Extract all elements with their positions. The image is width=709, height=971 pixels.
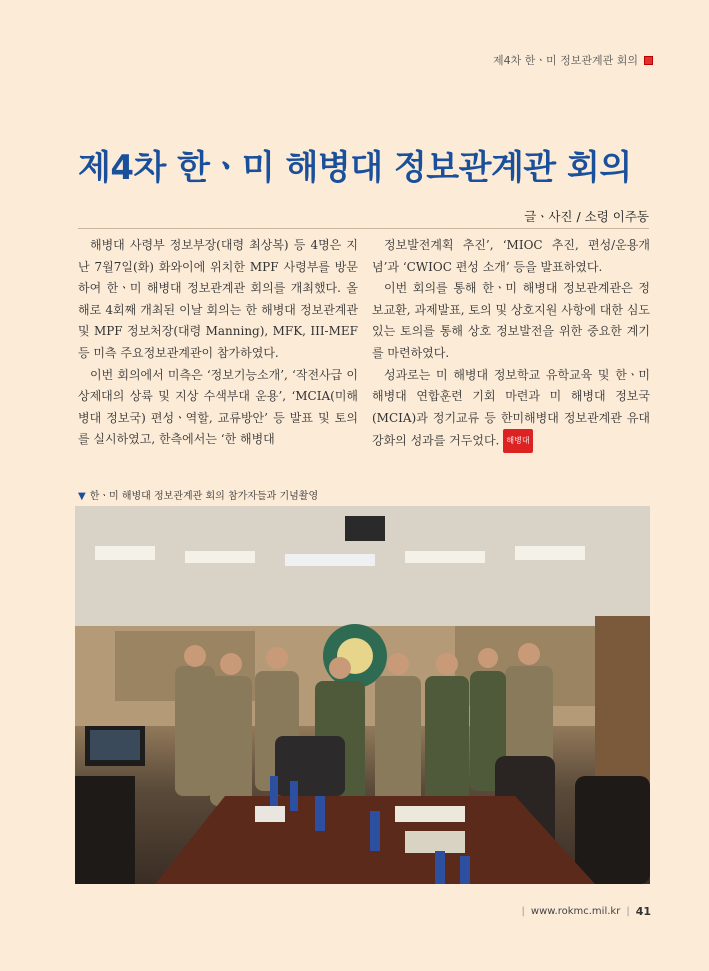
body-paragraph: 이번 회의를 통해 한ㆍ미 해병대 정보관계관은 정보교환, 과제발표, 토의 및 상호지원 사항에 대한 심도 있는 토의를 통해 상호 정보발전을 위한 중요한 계기를 마련하였다. — [372, 281, 650, 360]
triangle-down-icon: ▼ — [78, 491, 86, 502]
footer-url[interactable]: www.rokmc.mil.kr — [530, 906, 621, 917]
photo-caption-text: 한ㆍ미 해병대 정보관계관 회의 참가자들과 기념촬영 — [89, 491, 319, 502]
body-column-left — [78, 235, 358, 451]
end-mark-badge: 해병대 — [503, 429, 532, 453]
red-square-marker-icon — [644, 56, 653, 65]
page-number: 41 — [635, 905, 651, 918]
photo-caption — [78, 487, 318, 502]
body-paragraph-last — [372, 365, 650, 453]
group-photo-illustration — [75, 506, 650, 884]
page-footer — [522, 905, 651, 918]
body-paragraph-text: 성과로는 미 해병대 정보학교 유학교육 및 한ㆍ미 해병대 연합훈련 기회 마련과 미 해병대 정보국(MCIA)과 정기교류 등 한미해병대 정보관계관 유대 강화의 성과를 거두었다. — [372, 367, 650, 448]
running-header-title: 제4차 한ㆍ미 정보관계관 회의 — [493, 54, 638, 67]
body-paragraph: 이번 회의에서 미측은 ‘정보기능소개’, ‘작전사급 이상제대의 상륙 및 지상 수색부대 운용’, ‘MCIA(미해병대 정보국) 편성ㆍ역할, 교류방안’ 등 발표 및 토의를 실시하였고, 한측에서는 ‘한 해병대 — [78, 367, 358, 447]
footer-divider-left: | — [521, 906, 525, 917]
footer-divider-right: | — [626, 906, 630, 917]
running-header — [493, 52, 653, 68]
body-paragraph: 해병대 사령부 정보부장(대령 최상복) 등 4명은 지난 7월7일(화) 화와이에 위치한 MPF 사령부를 방문하여 한ㆍ미 해병대 정보관계관 회의를 개최했다. 올해로 4회째 개최된 이날 회의는 한 해병대 정보관계관 및 MPF 정보처장(대령 Manning), MFK, III-MEF 등 미측 주요정보관계관이 참가하였다. — [78, 238, 358, 360]
article-title: 제4차 한ㆍ미 해병대 정보관계관 회의 — [78, 148, 632, 188]
article-byline: 글ㆍ사진 / 소령 이주동 — [524, 209, 649, 224]
body-column-right — [372, 235, 650, 453]
byline-divider — [78, 228, 649, 229]
group-photo — [75, 506, 650, 884]
body-paragraph: 정보발전계획 추진’, ‘MIOC 추진, 편성/운용개념’과 ‘CWIOC 편성 소개’ 등을 발표하였다. — [372, 238, 650, 274]
